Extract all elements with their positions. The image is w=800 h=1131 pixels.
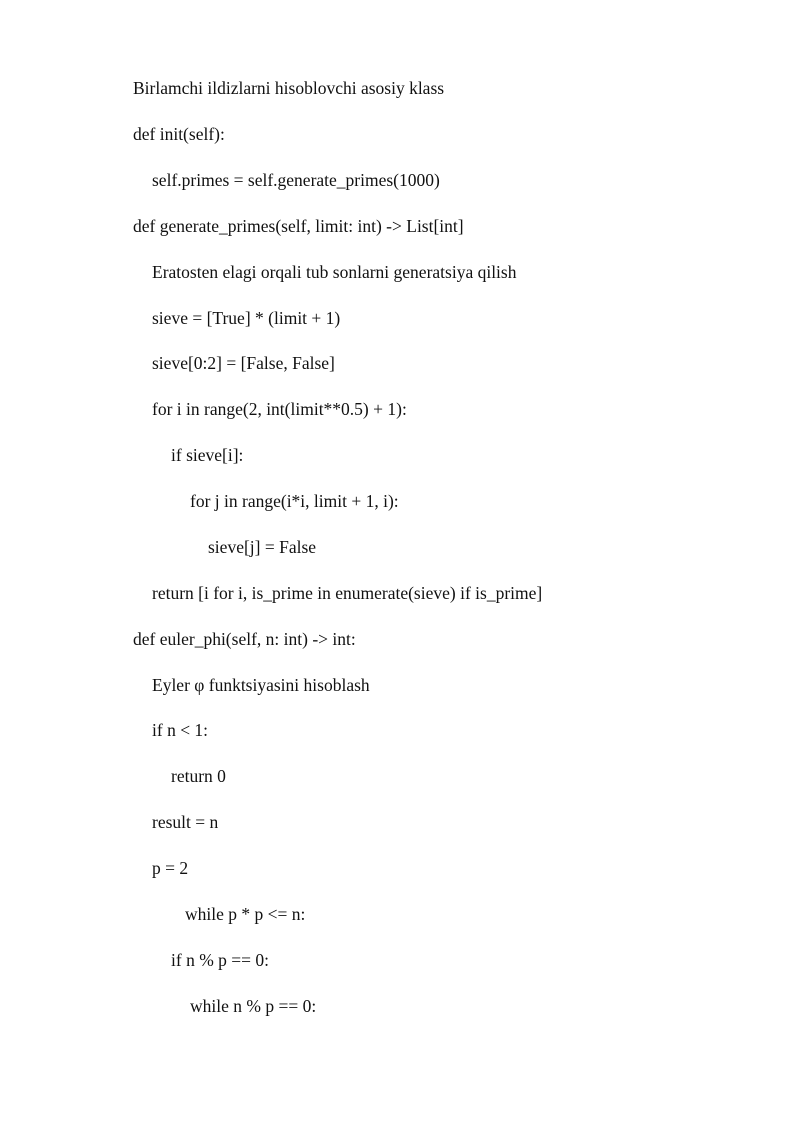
text-line: return [i for i, is_prime in enumerate(sieve) if is_prime] [152, 583, 543, 603]
text-line: for i in range(2, int(limit**0.5) + 1): [152, 399, 407, 419]
text-line: if n < 1: [152, 720, 209, 740]
text-line: Birlamchi ildizlarni hisoblovchi asosiy klass [133, 78, 445, 98]
text-line: for j in range(i*i, limit + 1, i): [190, 491, 399, 511]
text-line: sieve[0:2] = [False, False] [152, 353, 335, 373]
text-line: result = n [152, 812, 219, 832]
text-line: Eyler φ funktsiyasini hisoblash [152, 675, 370, 695]
text-line: sieve = [True] * (limit + 1) [152, 308, 341, 328]
text-line: Eratosten elagi orqali tub sonlarni generatsiya qilish [152, 262, 517, 282]
text-line: while n % p == 0: [190, 996, 317, 1016]
text-line: while p * p <= n: [185, 904, 306, 924]
text-line: def euler_phi(self, n: int) -> int: [133, 629, 356, 649]
text-line: def generate_primes(self, limit: int) -> List[int] [133, 216, 464, 236]
text-line: return 0 [171, 766, 226, 786]
text-line: def init(self): [133, 124, 225, 144]
text-line: if sieve[i]: [171, 445, 244, 465]
text-line: self.primes = self.generate_primes(1000) [152, 170, 440, 190]
text-line: sieve[j] = False [208, 537, 317, 557]
text-line: p = 2 [152, 858, 189, 878]
text-line: if n % p == 0: [171, 950, 269, 970]
